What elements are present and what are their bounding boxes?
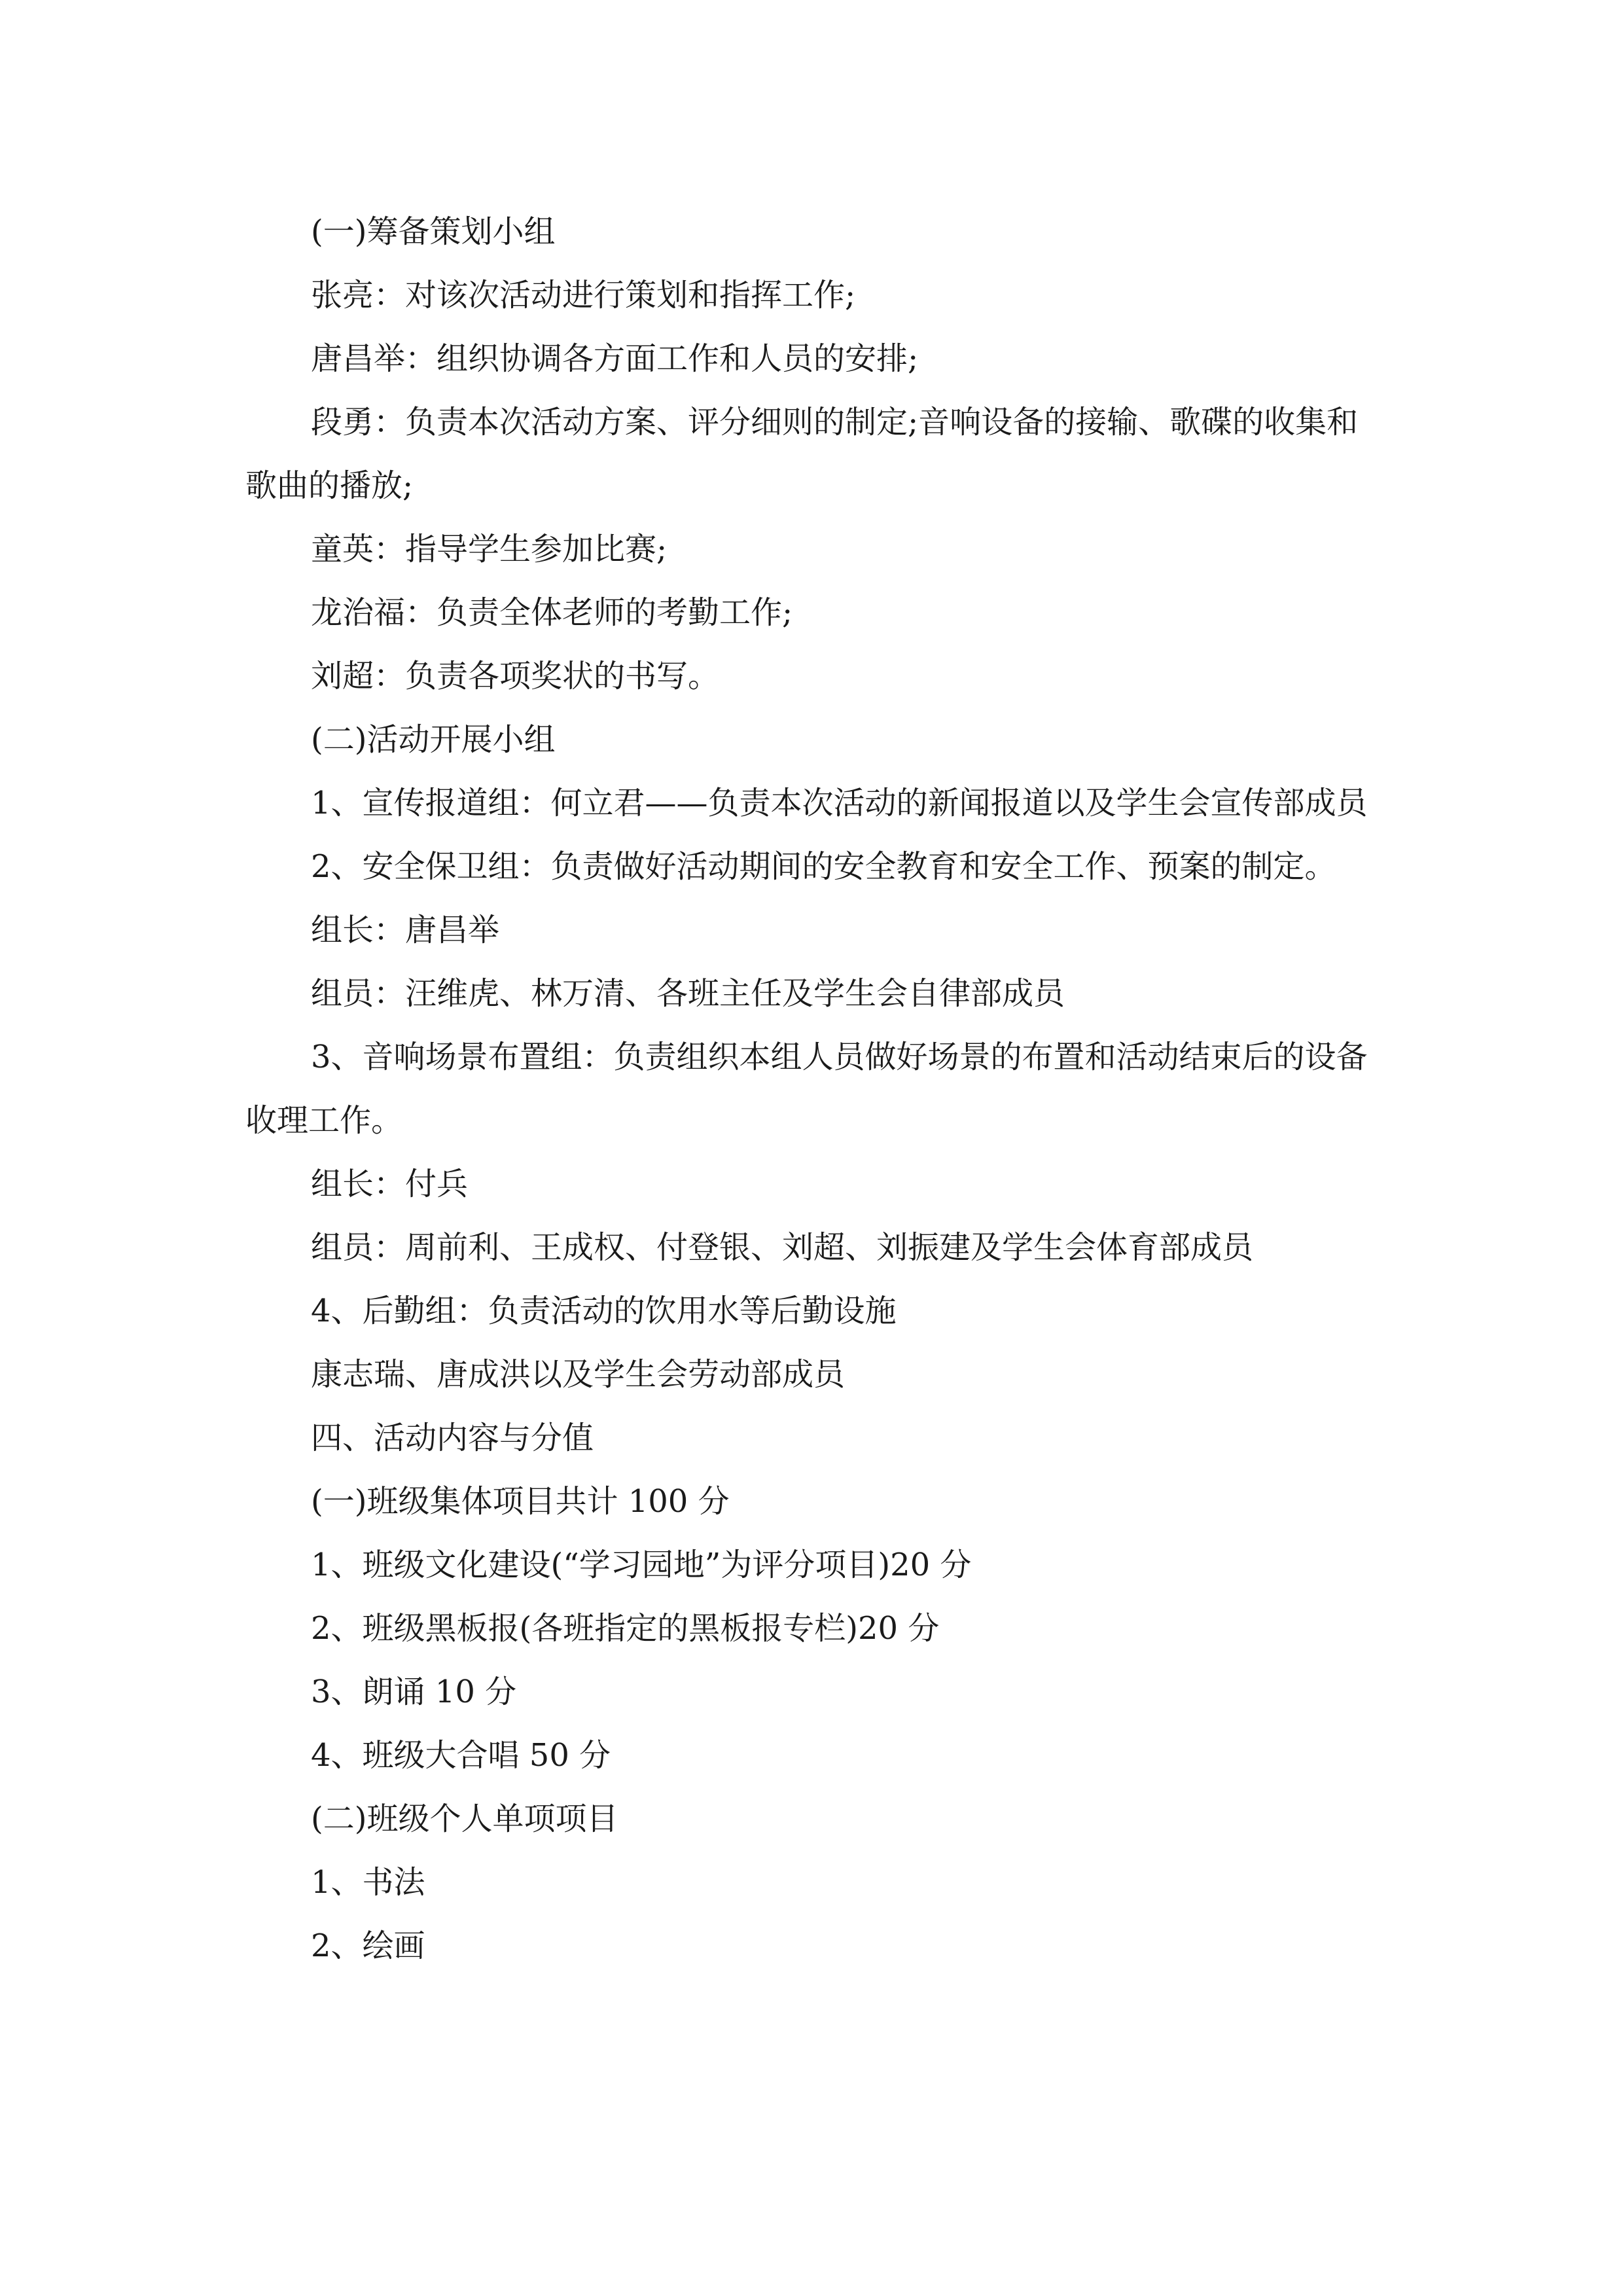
section-heading-content-and-scores: 四、活动内容与分值 <box>311 1420 594 1456</box>
list-item-blackboard: 2、班级黑板报(各班指定的黑板报专栏)20 分 <box>311 1610 940 1647</box>
paragraph-tong-ying: 童英：指导学生参加比赛; <box>311 531 668 567</box>
paragraph-sound-stage-group: 3、音响场景布置组：负责组织本组人员做好场景的布置和活动结束后的设备收理工作。 <box>245 1039 1368 1139</box>
list-item-recitation: 3、朗诵 10 分 <box>311 1674 517 1710</box>
paragraph-zhang-liang: 张亮：对该次活动进行策划和指挥工作; <box>311 277 856 314</box>
list-item-calligraphy: 1、书法 <box>311 1864 425 1901</box>
paragraph-liu-chao: 刘超：负责各项奖状的书写。 <box>311 658 720 694</box>
paragraph-individual-items: (二)班级个人单项项目 <box>311 1801 618 1837</box>
paragraph-security-members: 组员：汪维虎、林万清、各班主任及学生会自律部成员 <box>311 975 1065 1012</box>
paragraph-duan-yong: 段勇：负责本次活动方案、评分细则的制定;音响设备的接输、歌碟的收集和歌曲的播放; <box>245 404 1359 504</box>
paragraph-security-group: 2、安全保卫组：负责做好活动期间的安全教育和安全工作、预案的制定。 <box>311 848 1336 885</box>
section-heading-preparation-group: (一)筹备策划小组 <box>311 213 556 250</box>
paragraph-sound-stage-members: 组员：周前利、王成权、付登银、刘超、刘振建及学生会体育部成员 <box>311 1229 1254 1266</box>
paragraph-class-collective-items: (一)班级集体项目共计 100 分 <box>311 1483 730 1520</box>
list-item-painting: 2、绘画 <box>311 1928 425 1964</box>
paragraph-logistics-members: 康志瑞、唐成洪以及学生会劳动部成员 <box>311 1356 846 1393</box>
paragraph-tang-changju: 唐昌举：组织协调各方面工作和人员的安排; <box>311 340 919 377</box>
document-body <box>245 200 1387 1978</box>
list-item-chorus: 4、班级大合唱 50 分 <box>311 1737 611 1774</box>
paragraph-publicity-group: 1、宣传报道组：何立君——负责本次活动的新闻报道以及学生会宣传部成员 <box>311 785 1368 821</box>
paragraph-long-zhifu: 龙治福：负责全体老师的考勤工作; <box>311 594 793 631</box>
paragraph-security-leader: 组长：唐昌举 <box>311 912 500 948</box>
section-heading-activity-group: (二)活动开展小组 <box>311 721 556 758</box>
list-item-class-culture: 1、班级文化建设(“学习园地”为评分项目)20 分 <box>311 1547 972 1583</box>
paragraph-sound-stage-leader: 组长：付兵 <box>311 1166 469 1202</box>
paragraph-logistics-group: 4、后勤组：负责活动的饮用水等后勤设施 <box>311 1293 897 1329</box>
